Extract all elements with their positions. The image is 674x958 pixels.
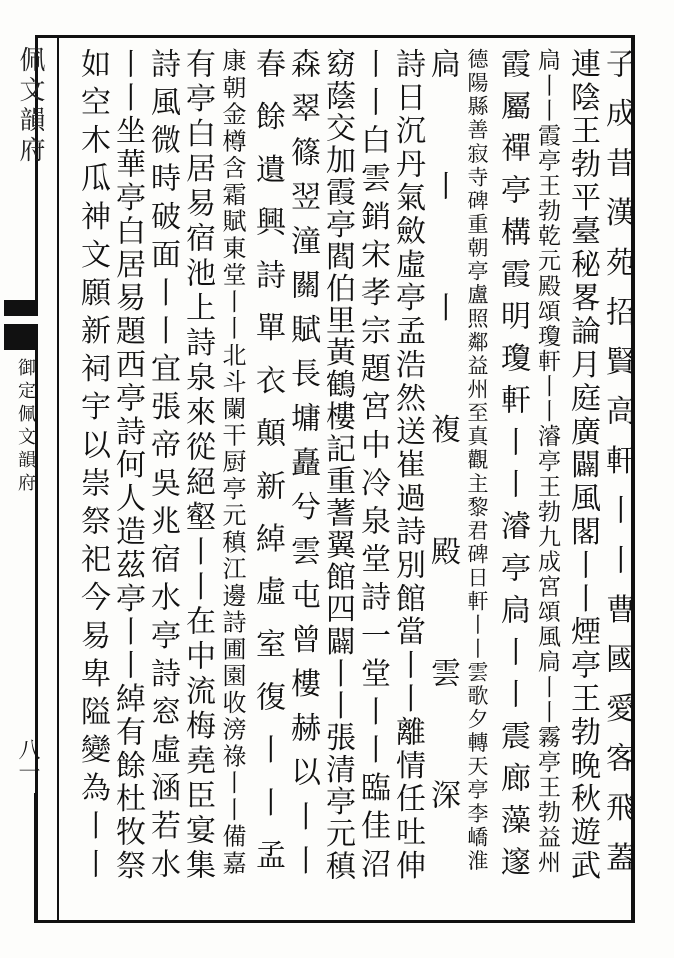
text-column: 森翠篠翌潼關賦長墉矗兮雲屯曾樓赫以丨丨 [285, 48, 320, 889]
text-column: 德陽縣善寂寺碑重朝亭盧照鄰益州至真觀主黎君碑日軒丨丨雲歌夕轉天亭李嶠淮 [465, 48, 489, 873]
text-column: 霞屬禪亭構霞明瓊軒丨丨濬亭扃丨丨震廊藻邃 [495, 48, 530, 888]
fold-top-text: 佩文韻府 [15, 46, 45, 166]
fold-margin [4, 38, 52, 923]
text-column: 丨丨白雲銷宋孝宗題宮中冷泉堂詩一堂丨丨臨佳沼 [355, 48, 390, 886]
text-column: 康朝金樽含霜賦東堂丨丨北斗闌干厨亭元稹江邊詩圃園收滂祿丨丨備嘉 [218, 48, 246, 877]
text-column: 連陰王勃平臺秘畧論月庭廣闢風閣丨丨煙亭王勃晚秋遊武 [565, 48, 600, 883]
text-column: 詩風微時破面丨丨宜張帝吳兆宿水亭詩窓虛涵若水 [145, 48, 180, 886]
text-column: 扃丨丨複殿雲深 [425, 48, 460, 901]
text-column: 丨丨坐華亭白居易題西亭詩何人造茲亭丨丨綽有餘杜牧祭 [110, 48, 145, 883]
section-title: 御定佩文韻府 [15, 358, 36, 496]
text-block [60, 48, 635, 920]
page-number: 八一 [15, 738, 40, 782]
text-column: 子成昔漢苑招賢高軒丨丨曹國愛客飛蓋 [600, 48, 635, 891]
fold-line [34, 793, 36, 923]
fish-tail-mark [4, 300, 38, 350]
text-column: 扃丨丨霞亭王勃乾元殿頌瓊軒丨丨濬亭王勃九成宮頌風扃丨丨霧亭王勃益州 [534, 48, 560, 875]
fish-tail-gap [4, 316, 38, 324]
text-column: 有亭白居易宿池上詩泉來從絕壑丨丨在中流梅堯臣宴集 [180, 48, 215, 884]
text-column: 窈蔭交加霞亭閻伯里黃鶴樓記重蓍翼館四闢丨丨張清亭元稹 [320, 48, 355, 882]
text-column: 春餘遺興詩單衣顛新綽虛室復丨丨孟 [250, 48, 285, 892]
text-column: 如空木瓜神文願新祠宇以崇祭祀今易卑隘變為丨丨 [75, 48, 110, 886]
margin-rule [57, 35, 59, 923]
text-column: 詩日沉丹氣斂虛亭孟浩然送崔過詩別館當丨丨離情任吐伸 [390, 48, 425, 883]
